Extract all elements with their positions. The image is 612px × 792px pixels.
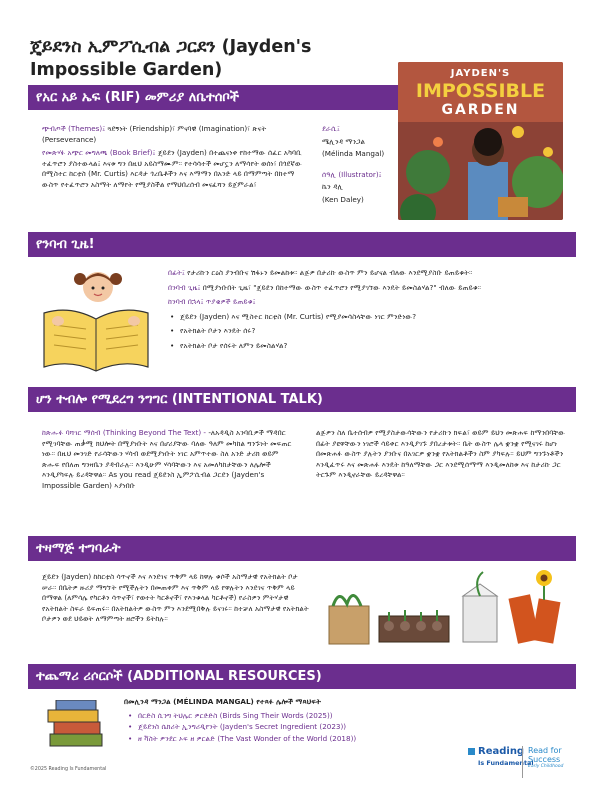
read-for-success-logo (522, 746, 582, 778)
section-activity-header: ተዛማጅ ተግባራት (28, 536, 576, 561)
resources-list (124, 711, 454, 745)
copyright: ©2025 Reading Is Fundamental (30, 767, 107, 772)
rfs-logo-bottom: Early Childhood (528, 764, 564, 769)
reading-content (168, 268, 568, 355)
question-list (168, 312, 568, 352)
resources-content (124, 697, 454, 745)
before-label: በፊት፤ (168, 268, 185, 277)
section-resources-header: ተጨማሪ ሪሶርሶች (ADDITIONAL RESOURCES) (28, 664, 576, 689)
resource-link[interactable]: • ጄይደንስ ሴክሪት ኢንግሪዲየንት (Jayden's Secret Ingredient (2023)) (124, 722, 454, 733)
talk-text-a: -ለአዳዲስ አንባቢዎች ማዳበር የሚገባቸው ጠቃሚ ክህሎት በሚያነቡት እና በሆሪያቸው ባለው ዓለም መካከል ግንኙነት መፍጠር ነው። በዚህ መንገድ የራሳቸውን ሃሳብ ወደሚያነቡት ነገር አምጥተው ስለ አንድ ታሪክ ወይም ጽሑፍ የበለጠ ግንዛቤን ያዳብራሉ። እንዲሁም ሃሳባቸውን እና አመለካከታቸውን ለሌሎች እንዲያካፍሉ ይረዳቸዋል። As you read ጄይደንስ ኢምፖሲብል ጋርደን (Jayden's Impossible Garden) ኣያነበቡ (42, 428, 292, 490)
themes-label: ጭብጦች (Themes)፤ (42, 124, 106, 133)
recycled-garden-illustration (323, 566, 573, 650)
themes-text: ጓደኝነት (Friendship)፣ ምናባዊ (Imagination)፣ ጽናት (Perseverance) (42, 124, 267, 144)
resources-heading: በመሊንዳ ማንጋል (MÉLINDA MANGAL) የተጻፉ ሌሎች ማጻህፍት (124, 697, 321, 706)
talk-text-b: ልጅዎን ስለ ቤተሰብዎ የሚያስታውሳቸውን የታሪኩን ክፍል፣ ወይም ይህን መጽሐፍ ከማንበባቸው በፊት ያዩዋቸውን ነገሮች ሳይቀር እንዲያገኙ ያበረታቱት። ቤት ውስጥ ሌላ ቋንቋ የሚናገሩ ከሆነ በመጽሐፉ ውስጥ ያሉትን ያንቡና በአገርዎ ቋንቋ የአትክልቶችን ስም ያካፍሉ። ይህም ግንኙነቶችን እንዲፈጥሩ እና መጽሐፉ እንዴት ከዓለማቸው ጋር እንደሚሰማማ እንዲመለከቱ እና ከታሪኩ ጋር ትርጉም እንዲኖራቸው ይረዳቸዋል። (316, 428, 566, 479)
talk-column-right (316, 428, 571, 481)
cover-title-line3: GARDEN (441, 102, 520, 118)
book-stack-icon (46, 700, 106, 750)
author-label: ደራሲ፤ (322, 124, 340, 133)
brief-label: የመጽሃፉ አጭር መግለጫ (Book Brief)፤ (42, 148, 156, 157)
before-paragraph (168, 268, 568, 279)
rif-logo-top: Reading (478, 746, 525, 757)
during-paragraph (168, 283, 568, 294)
author-name-en: (Mélinda Mangal) (322, 149, 385, 158)
cover-title-line2: IMPOSSIBLE (415, 80, 546, 102)
page-title: ጄይደንስ ኢምፖሲብል ጋርደን (Jayden's Impossible Garden) (30, 37, 312, 80)
guide-left-column (42, 124, 304, 193)
during-text: በሚያነቡበት ጊዜ፣ "ጄይደን በከተማው ውስጥ ተፈጥሮን የሚያገኘው እንዴት ይመስልሃል?" ብለው ይጠይቁ። (202, 282, 482, 292)
section-guide-header: የአር አይ ኤፍ (RIF) መምሪያ ለቤተሰቦች (28, 85, 398, 110)
list-item: • ጄይደን (Jayden) እና ሚስተር ከርቲስ (Mr. Curtis) የሚያመሳስላቸው ነገር ምንድነው? (168, 312, 568, 323)
illustrator-name-en: (Ken Daley) (322, 194, 364, 204)
illustrator-name: ኬን ዳሊ (322, 182, 344, 191)
reading-child-illustration (36, 265, 156, 375)
brief-paragraph (42, 148, 304, 190)
list-item: • የአትክልት ቦታ የሰሩት ለምን ይመስልሃል? (168, 341, 568, 352)
during-label: በንባብ ጊዜ፤ (168, 282, 201, 292)
before-text: የታሪኩን ርዕስ ያንብቡና ሽፋኑን ይመልከቱ። ልጅዎ በታሪኩ ውስጥ ምን ይሆናል ብለው እንደሚያስቡ ይጠይቁት። (187, 268, 473, 277)
guide-right-column (322, 124, 402, 207)
talk-label: ከጽሑፉ ባሻገር ማሰብ (Thinking Beyond The Text) - (42, 428, 207, 437)
section-talk-header: ሆን ተብሎ የሚደረግ ንግግር (INTENTIONAL TALK) (28, 387, 576, 412)
list-item: • የአትክልት ቦታን እንዴት ሰሩ? (168, 326, 568, 337)
author-name: ሜሊንዳ ማንጋል (322, 136, 366, 146)
talk-column-left (42, 428, 297, 491)
cover-title-line1: JAYDEN'S (450, 68, 511, 79)
book-cover (398, 62, 563, 220)
brief-text: ጄይደን (Jayden) በተጨናነቀ የከተማው ሰፈር አካባቢ ተፈጥሮን ያስተውላል፤ እናቱ ግን በዚህ አይስማሙም። የተሳሳተች መሆኗን ለማሳየት ወሰነ፣ በጎደኛው በሚስተር ከርቲስ (Mr. Curtis) እርዳታ ጎረቤቶችን እና እማማን በአንድ ላይ በማምጣት በከተማ ውስጥ የተፈጥሮን አስማት ለማየት የሚያስችል የማህበረሰብ መናፈሻን ይጀምራል፣ (42, 148, 302, 189)
themes-paragraph (42, 124, 304, 145)
rif-logo (468, 746, 534, 778)
resource-link[interactable]: • በርድስ ሲንግ ትህሌር ዎርድድስ (Birds Sing Their Words (2025)) (124, 711, 454, 722)
rif-logo-bottom: Is Fundamental (478, 759, 534, 767)
after-label: ከንባብ በኋላ፤ ጥያቄዎች ይጠይቁ፤ (168, 297, 256, 306)
rif-logo-mark-icon (468, 748, 475, 755)
activity-text: ጄይደን (Jayden) ከከርቲስ ሳጥኖች እና እንደገና ጥቅም ላይ ከዋሉ ቁሶች አስማታዊ የአትክልት ቦታ ሠራ። በቤትዎ ዙሪያ ማግኘት የሚችሉትን በመጠቀም እና ጥቅም ላይ የዋሉትን እንደገና ጥቅም ላይ በማዋል (ለምሳሌ የካርቶን ሳጥኖች፣ የወተት ካርቶኖች፣ የእንቁላል ካርቶኖች) የራስዎን ምትሃታዊ የአትክልት ስፍራ ይፍጠሩ። በአትክልትዎ ውስጥ ምን እንደሚበቅሉ ይናገሩ። ከተቻለ አስማታዊ የአትክልት ቦታዎን ወደ ህይወት ለማምጣት ዘሮችን ይትከሉ። (42, 572, 309, 623)
illustrator-label: ሰዓሊ (Illustrator)፤ (322, 169, 382, 179)
section-read-header: የንባብ ጊዜ! (28, 232, 576, 257)
resource-link[interactable]: • ዘ ቫስት ዎንደር ኦፍ ዘ ዎርልድ (The Vast Wonder of the World (2018)) (124, 734, 454, 745)
rfs-logo-top: Read for Success (528, 746, 562, 764)
